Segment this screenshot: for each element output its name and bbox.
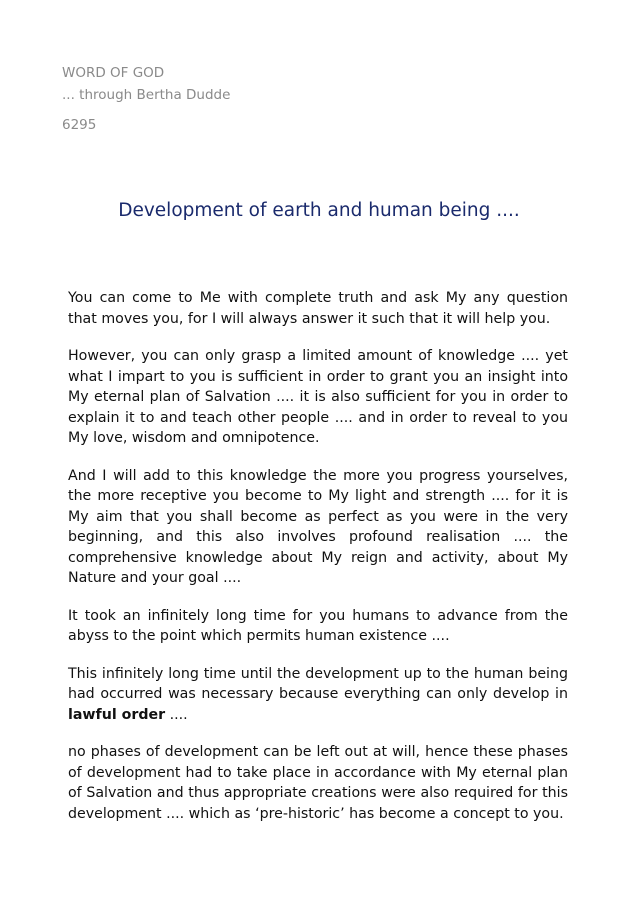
paragraph-3: And I will add to this knowledge the more you progress yourselves, the more receptive you become to My light and strength .... for it is My aim that you shall become as perfect as you were in the very beginning, and this also involves profound realisation .... the comprehensive knowledge about My reign and activity, about My Nature and your goal .... xyxy=(68,467,568,586)
byline: ... through Bertha Dudde xyxy=(62,87,231,103)
message-body xyxy=(68,288,568,841)
page-title: Development of earth and human being .... xyxy=(118,200,520,221)
paragraph-6: no phases of development can be left out at will, hence these phases of development had to take place in accordance with My eternal plan of Salvation and thus appropriate creations were also required for this development .... which as ‘pre-historic’ has become a concept to you. xyxy=(68,744,568,822)
paragraph-2: However, you can only grasp a limited amount of knowledge .... yet what I impart to you is sufficient in order to grant you an insight into My eternal plan of Salvation .... it is also sufficient for you in order to explain it to and teach other people .... and in order to reveal to you My love, wisdom and omnipotence. xyxy=(68,348,568,446)
document-number: 6295 xyxy=(62,117,97,133)
paragraph-5-lead: This infinitely long time until the development up to the human being had occurred was necessary because everything can only develop in xyxy=(68,665,568,702)
paragraph-5-tail: .... xyxy=(165,706,188,723)
emphasis-lawful-order: lawful order xyxy=(68,706,166,723)
document-header xyxy=(62,62,230,136)
paragraph-4: It took an infinitely long time for you humans to advance from the abyss to the point which permits human existence .... xyxy=(68,607,568,644)
paragraph-1: You can come to Me with complete truth and ask My any question that moves you, for I will always answer it such that it will help you. xyxy=(68,290,568,327)
paragraph-5 xyxy=(68,664,568,726)
source-title: WORD OF GOD xyxy=(62,65,165,81)
